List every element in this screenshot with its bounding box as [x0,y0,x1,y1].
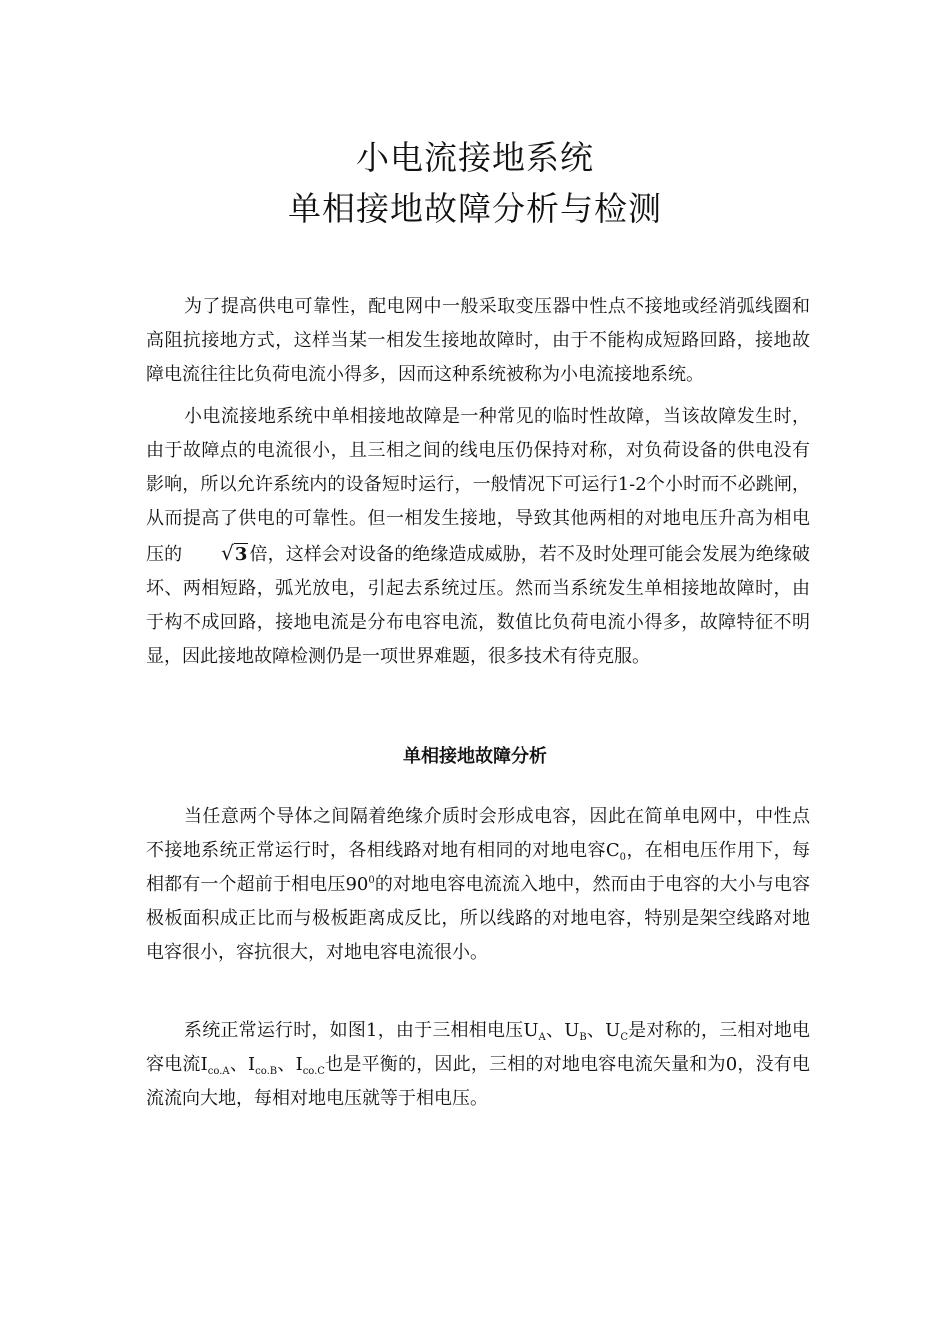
voltage-ua: $U_A$ [523,1020,546,1043]
paragraph-text: 倍，这样会对设备的绝缘造成威胁，若不及时处理可能会发展为绝缘破坏、两相短路，弧光放电，引起去系统过压。然而当系统发生单相接地故障时，由于构不成回路，接地电流是分布电容电流，数值比负荷电流小得多，故障特征不明显，因此接地故障检测仍是一项世界难题，很多技术有待克服。 [146,544,811,667]
current-ic: $I_{co.C}$ [295,1054,325,1077]
paragraph-intro [146,290,810,392]
paragraph-single-phase-fault [146,400,810,674]
section-heading: 单相接地故障分析 [403,746,547,767]
paragraph-text: ，在相电压作用下，每相都有一个超前于相电压 [146,840,811,895]
paragraph-text: 也是平衡的，因此，三相的对地电容电流矢量和为0，没有电流流向大地，每相对地电压就等于相电压。 [146,1054,811,1109]
paragraph-text: 当任意两个导体之间隔着绝缘介质时会形成电容，因此在简单电网中，中性点不接地系统正常运行时，各相线路对地有相同的对地电容 [146,806,810,861]
current-ia: $I_{co.A}$ [200,1054,230,1077]
angle-value: $90^0$ [345,874,375,895]
current-ib: $I_{co.B}$ [248,1054,278,1077]
paragraph-normal-operation: 系统正常运行时，如图1，由于三相相电压$U_A$、$U_B$、$U_C$是对称的，三相对地电容电流$I_{co.A}$、$I_{co.B}$、$I_{co.C}$也是平衡的，因此，三相的对地电容电流矢量和为0，没有电流流向大地，每相对地电压就等于相电压。 [146,1020,811,1109]
voltage-uc: $U_C$ [605,1020,628,1043]
paragraph-text: 是对称的，三相对地电容电流 [146,1020,811,1075]
paragraph-text: 小电流接地系统中单相接地故障是一种常见的临时性故障，当该故障发生时，由于故障点的电流很小，且三相之间的线电压仍保持对称，对负荷设备的供电没有影响，所以允许系统内的设备短时运行，一般情况下可运行1-2个小时而不必跳闸，从而提高了供电的可靠性。但一相发生接地，导致其他两相的对地电压升高为相电压的 [146,406,810,565]
paragraph-intro-text: 为了提高供电可靠性，配电网中一般采取变压器中性点不接地或经消弧线圈和高阻抗接地方式，这样当某一相发生接地故障时，由于不能构成短路回路，接地故障电流往往比负荷电流小得多，因而这种系统被称为小电流接地系统。 [146,296,810,385]
title-line-1: 小电流接地系统 [356,138,594,177]
voltage-ub: $U_B$ [564,1020,587,1043]
radicand: 3 [234,544,248,565]
radical-sign: √ [221,541,234,565]
paragraph-capacitance [146,800,810,970]
title-line-2: 单相接地故障分析与检测 [288,189,662,228]
paragraph-text: 系统正常运行时，如图1，由于三相相电压 [184,1020,524,1041]
paragraph-text: 的对地电容电流流入地中，然而由于电容的大小与电容极板面积成正比而与极板距离成反比，所以线路的对地电容，特别是架空线路对地电容很小，容抗很大，对地电容电流很小。 [146,874,810,963]
capacitance-symbol: $C_0$ [605,840,627,863]
sqrt-3-expression [183,536,248,572]
